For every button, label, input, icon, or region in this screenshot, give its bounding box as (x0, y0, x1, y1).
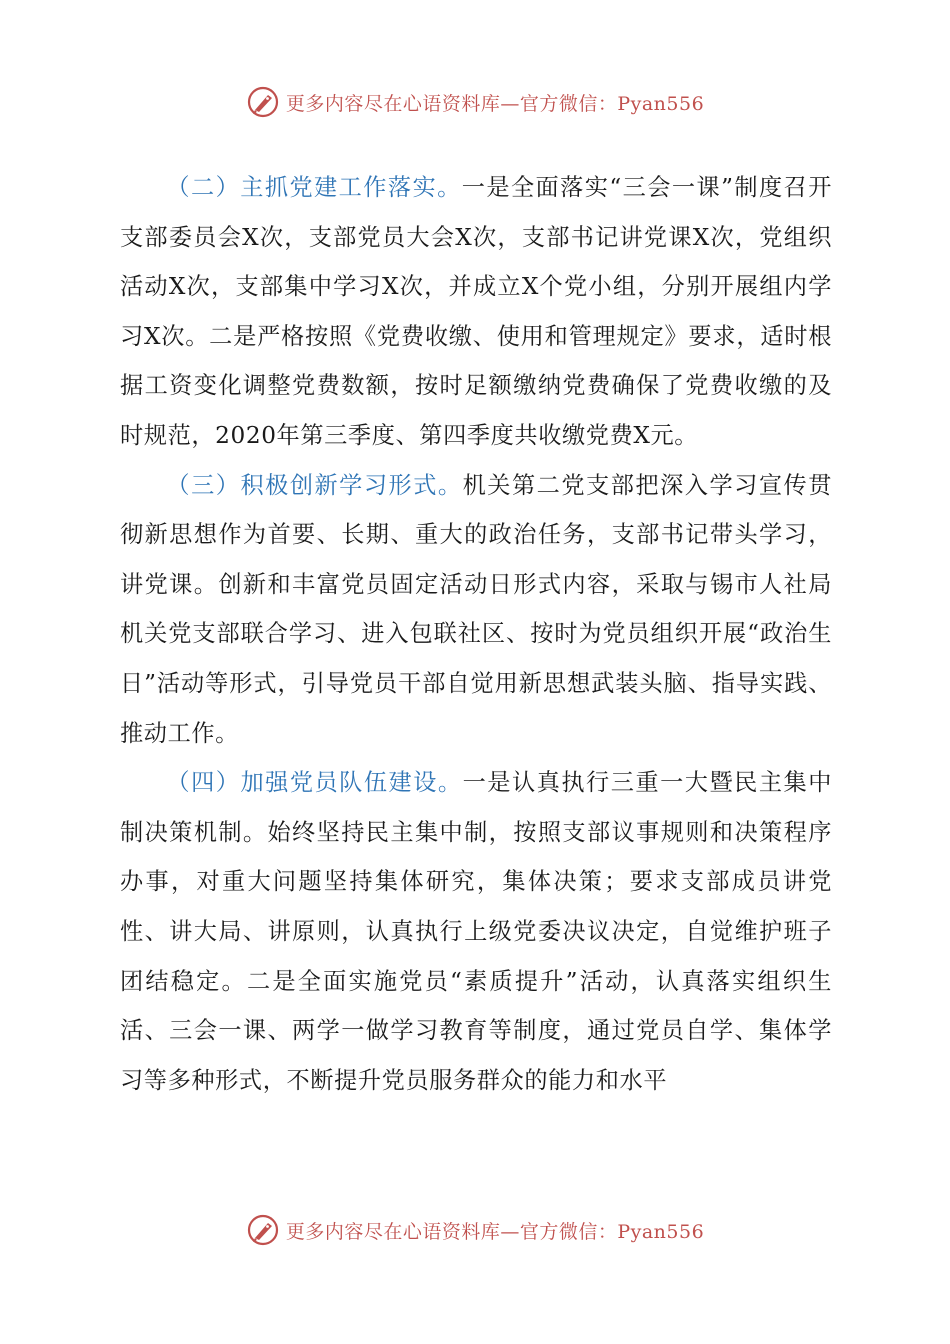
pen-nib-logo-icon (246, 85, 280, 119)
paragraph-text: 一是认真执行三重一大暨民主集中制决策机制。始终坚持民主集中制，按照支部议事规则和决策程序办事，对重大问题坚持集体研究，集体决策；要求支部成员讲党性、讲大局、讲原则，认真执行上级党委决议决定，自觉维护班子团结稳定。二是全面实施党员“素质提升”活动，认真落实组织生活、三会一课、两学一做学习教育等制度，通过党员自学、集体学习等多种形式，不断提升党员服务群众的能力和水平 (120, 769, 833, 1094)
banner-text: 更多内容尽在心语资料库—官方微信：Pyan556 (285, 1220, 705, 1243)
paragraph-text: 机关第二党支部把深入学习宣传贯彻新思想作为首要、长期、重大的政治任务，支部书记带头学习，讲党课。创新和丰富党员固定活动日形式内容，采取与锡市人社局机关党支部联合学习、进入包联社区、按时为党员组织开展“政治生日”活动等形式，引导党员干部自觉用新思想武装头脑、指导实践、推动工作。 (120, 471, 833, 747)
document-body (120, 163, 832, 1105)
banner-text: 更多内容尽在心语资料库—官方微信：Pyan556 (285, 92, 705, 115)
paragraph-2 (120, 163, 832, 461)
section-heading: （三）积极创新学习形式。 (166, 471, 463, 499)
header-banner (0, 82, 950, 122)
paragraph-4 (120, 758, 832, 1105)
footer-banner (0, 1210, 950, 1250)
pen-nib-logo-icon (246, 1213, 280, 1247)
paragraph-text: 一是全面落实“三会一课”制度召开支部委员会X次，支部党员大会X次，支部书记讲党课X次，党组织活动X次，支部集中学习X次，并成立X个党小组，分别开展组内学习X次。二是严格按照《党费收缴、使用和管理规定》要求，适时根据工资变化调整党费数额，按时足额缴纳党费确保了党费收缴的及时规范，2020年第三季度、第四季度共收缴党费X元。 (120, 174, 832, 449)
section-heading: （二）主抓党建工作落实。 (166, 174, 462, 201)
paragraph-3 (120, 461, 832, 759)
section-heading: （四）加强党员队伍建设。 (166, 769, 463, 797)
